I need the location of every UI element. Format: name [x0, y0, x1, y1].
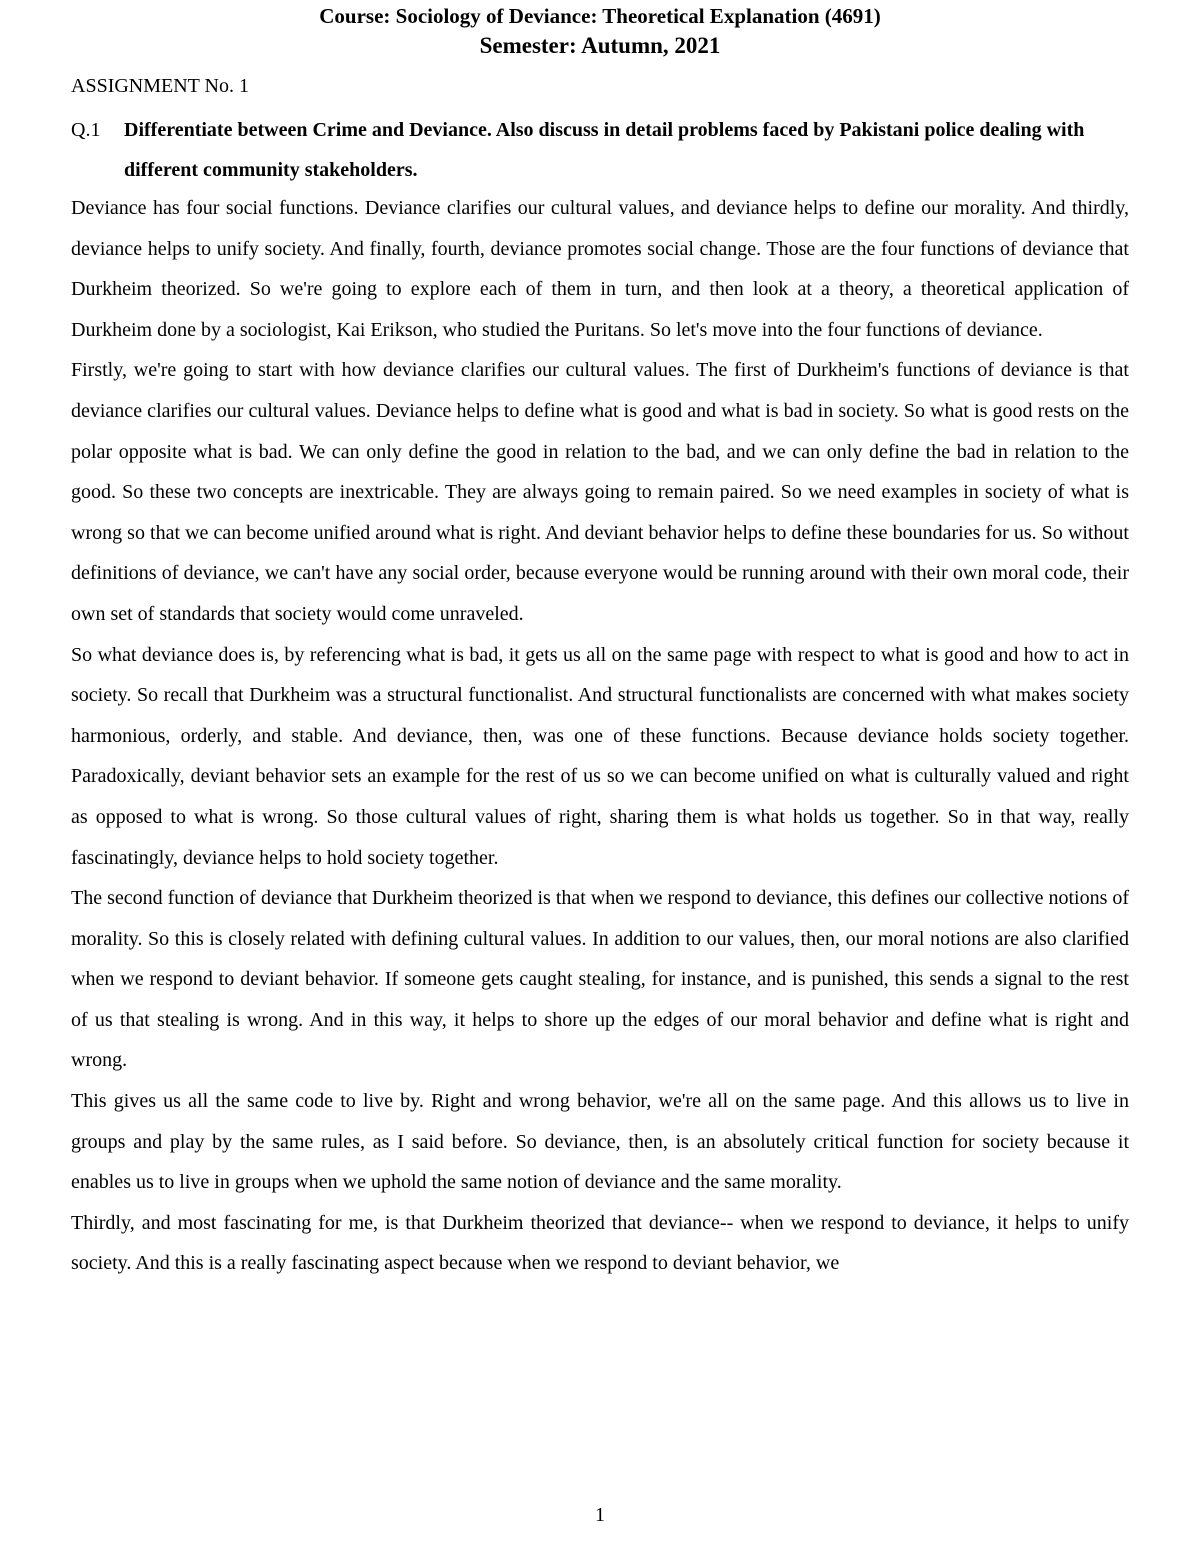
- paragraph: The second function of deviance that Durkheim theorized is that when we respond to deviance, this defines our collective notions of morality. So this is closely related with defining cultural values. In addition to our values, then, our moral notions are also clarified when we respond to deviant behavior. If someone gets caught stealing, for instance, and is punished, this sends a signal to the rest of us that stealing is wrong. And in this way, it helps to shore up the edges of our moral behavior and define what is right and wrong.: [71, 887, 1130, 1072]
- paragraph: Firstly, we're going to start with how deviance clarifies our cultural values. The first of Durkheim's functions of deviance is that deviance clarifies our cultural values. Deviance helps to define what is good and what is bad in society. So what is good rests on the polar opposite what is bad. We can only define the good in relation to the bad, and we can only define the bad in relation to the good. So these two concepts are inextricable. They are always going to remain paired. So we need examples in society of what is wrong so that we can become unified around what is right. And deviant behavior helps to define these boundaries for us. So without definitions of deviance, we can't have any social order, because everyone would be running around with their own moral code, their own set of standards that society would come unraveled.: [71, 359, 1129, 625]
- assignment-heading: ASSIGNMENT No. 1: [71, 75, 249, 97]
- paragraph: Deviance has four social functions. Deviance clarifies our cultural values, and deviance helps to define our morality. And thirdly, deviance helps to unify society. And finally, fourth, deviance promotes social change. Those are the four functions of deviance that Durkheim theorized. So we're going to explore each of them in turn, and then look at a theory, a theoretical application of Durkheim done by a sociologist, Kai Erikson, who studied the Puritans. So let's move into the four functions of deviance.: [71, 197, 1129, 341]
- paragraph: So what deviance does is, by referencing what is bad, it gets us all on the same page with respect to what is good and how to act in society. So recall that Durkheim was a structural functionalist. And structural functionalists are concerned with what makes society harmonious, orderly, and stable. And deviance, then, was one of these functions. Because deviance holds society together. Paradoxically, deviant behavior sets an example for the rest of us so we can become unified on what is culturally valued and right as opposed to what is wrong. So those cultural values of right, sharing them is what holds us together. So in that way, really fascinatingly, deviance helps to hold society together.: [71, 643, 1129, 869]
- semester-title: Semester: Autumn, 2021: [479, 33, 721, 58]
- question-block: [71, 110, 1131, 190]
- question-number: Q.1: [71, 119, 101, 141]
- page-number: 1: [595, 1504, 605, 1526]
- paragraph: This gives us all the same code to live by. Right and wrong behavior, we're all on the same page. And this allows us to live in groups and play by the same rules, as I said before. So deviance, then, is an absolutely critical function for society because it enables us to live in groups when we uphold the same notion of deviance and the same morality.: [71, 1090, 1129, 1194]
- body-text: [71, 188, 1129, 1284]
- paragraph: Thirdly, and most fascinating for me, is that Durkheim theorized that deviance-- when we respond to deviance, it helps to unify society. And this is a really fascinating aspect because when we respond to deviant behavior, we: [71, 1211, 1129, 1275]
- course-title: Course: Sociology of Deviance: Theoretical Explanation (4691): [319, 4, 881, 28]
- question-text: Differentiate between Crime and Deviance. Also discuss in detail problems faced by Pakistani police dealing with different community stakeholders.: [124, 119, 1085, 181]
